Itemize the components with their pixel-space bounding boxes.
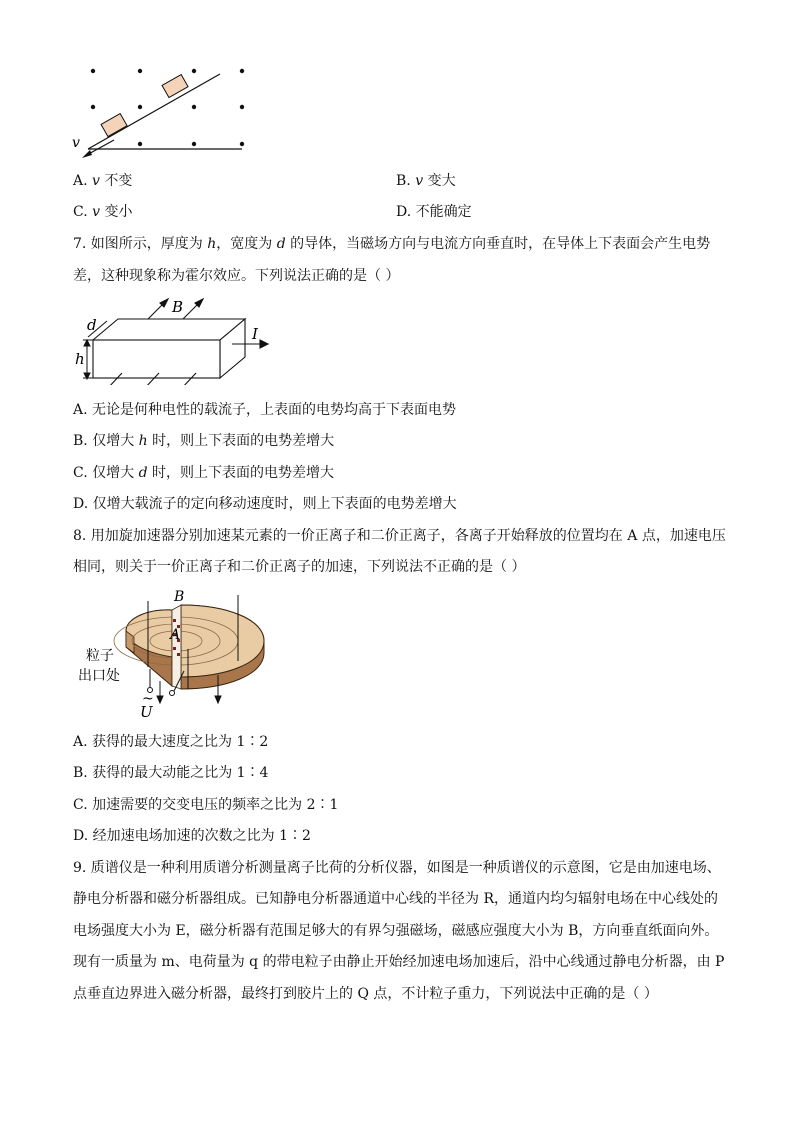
q7-option-d[interactable]: D. 仅增大载流子的定向移动速度时，则上下表面的电势差增大 <box>73 496 457 512</box>
q9-stem-line2: 静电分析器和磁分析器组成。已知静电分析器通道中心线的半径为 R，通道内均匀辐射电场在中心线处的 <box>73 891 718 907</box>
q7-option-a[interactable]: A. 无论是何种电性的载流子，上表面的电势均高于下表面电势 <box>73 402 457 418</box>
q8-option-c[interactable]: C. 加速需要的交变电压的频率之比为 2∶1 <box>73 797 339 813</box>
q6-figure <box>70 62 260 162</box>
q6-option-c[interactable]: C. v 变小 <box>73 204 133 220</box>
q9-stem-line5: 点垂直边界进入磁分析器，最终打到胶片上的 Q 点，不计粒子重力，下列说法中正确的是（ ） <box>73 986 658 1002</box>
q6-option-a[interactable]: A. v 不变 <box>73 173 133 189</box>
q7-option-c[interactable]: C. 仅增大 d 时，则上下表面的电势差增大 <box>73 465 334 481</box>
q7-option-b[interactable]: B. 仅增大 h 时，则上下表面的电势差增大 <box>73 433 335 449</box>
point-label-a: A <box>170 627 181 643</box>
q6-option-d[interactable]: D. 不能确定 <box>396 204 472 220</box>
exit-label-line1: 粒子 <box>86 648 114 664</box>
q8-option-d[interactable]: D. 经加速电场加速的次数之比为 1∶2 <box>73 828 311 844</box>
current-label-i: I <box>252 325 258 343</box>
velocity-label: v <box>72 135 80 151</box>
field-label-b: B <box>172 298 184 316</box>
width-label-d: d <box>87 316 97 334</box>
q8-stem-line1: 8. 用加旋加速器分别加速某元素的一价正离子和二价正离子，各离子开始释放的位置均在 A 点，加速电压 <box>73 528 726 544</box>
conductor-front-face <box>93 340 220 378</box>
incline-line <box>88 74 220 149</box>
height-label-h: h <box>75 350 85 368</box>
left-dee <box>126 610 172 686</box>
q8-option-b[interactable]: B. 获得的最大动能之比为 1∶4 <box>73 765 269 781</box>
exit-label-line2: 出口处 <box>78 668 120 684</box>
q8-figure <box>76 589 276 719</box>
gap-electrodes <box>172 605 181 689</box>
q7-stem-line2: 差，这种现象称为霍尔效应。下列说法正确的是（ ） <box>73 268 400 284</box>
q9-stem-line3: 电场强度大小为 E，磁分析器有范围足够大的有界匀强磁场，磁感应强度大小为 B，方向垂直纸面向外。 <box>73 923 719 939</box>
lower-block <box>101 114 127 137</box>
q9-stem-line4: 现有一质量为 m、电荷量为 q 的带电粒子由静止开始经加速电场加速后，沿中心线通过静电分析器，由 P <box>73 954 725 970</box>
q8-stem-line2: 相同，则关于一价正离子和二价正离子的加速，下列说法不正确的是（ ） <box>73 559 526 575</box>
ac-tilde: ~ <box>142 691 154 707</box>
q7-stem-line1: 7. 如图所示，厚度为 h，宽度为 d 的导体，当磁场方向与电流方向垂直时，在导体上下表面会产生电势 <box>73 236 711 252</box>
q8-option-a[interactable]: A. 获得的最大速度之比为 1∶2 <box>73 734 269 750</box>
q9-stem-line1: 9. 质谱仪是一种利用质谱分析测量离子比荷的分析仪器，如图是一种质谱仪的示意图，它是由加速电场、 <box>73 860 721 876</box>
field-label-b: B <box>174 589 185 605</box>
q7-figure <box>74 297 274 385</box>
q6-option-b[interactable]: B. v 变大 <box>396 173 456 189</box>
conductor-top-face <box>93 319 245 340</box>
ac-voltage-label-u: U <box>140 703 153 719</box>
